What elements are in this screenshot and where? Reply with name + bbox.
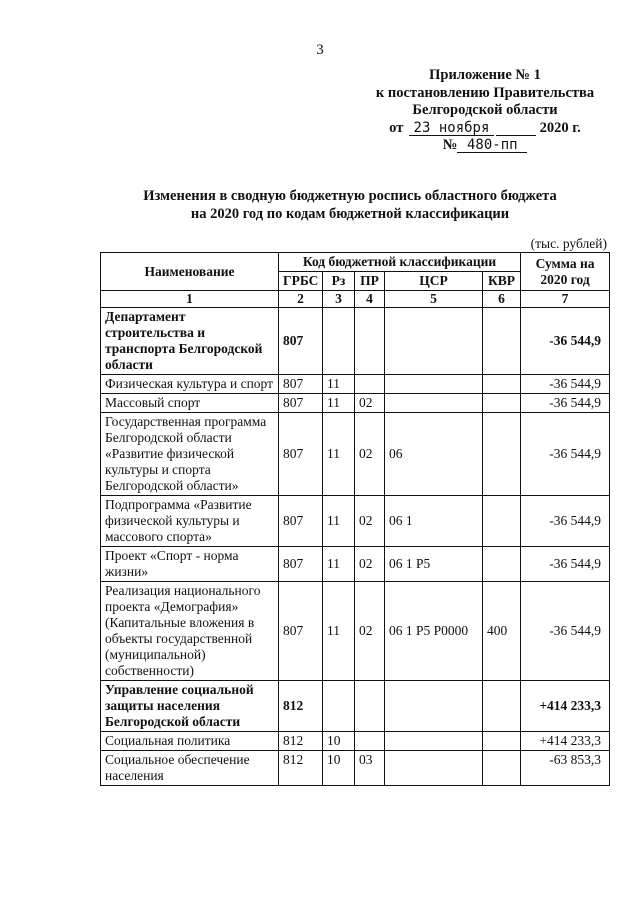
row-pr: 02 — [355, 547, 385, 582]
row-rz: 10 — [323, 732, 355, 751]
row-sum: -36 544,9 — [521, 496, 610, 547]
header-rz: Рз — [323, 272, 355, 291]
row-kvr — [483, 547, 521, 582]
row-pr — [355, 732, 385, 751]
row-name: Государственная программа Белгородской области «Развитие физической культуры и спорта Белгородской области» — [101, 413, 279, 496]
column-number: 5 — [385, 291, 483, 308]
number-prefix: № — [442, 137, 458, 153]
row-name: Подпрограмма «Развитие физической культуры и массового спорта» — [101, 496, 279, 547]
budget-table — [100, 252, 610, 786]
row-sum: -36 544,9 — [521, 413, 610, 496]
column-numbers-row — [101, 291, 610, 308]
row-pr: 02 — [355, 413, 385, 496]
row-rz: 10 — [323, 751, 355, 786]
column-number: 3 — [323, 291, 355, 308]
row-sum: -36 544,9 — [521, 375, 610, 394]
date-handwritten: 23 ноября — [409, 121, 494, 136]
row-csr — [385, 394, 483, 413]
row-kvr — [483, 413, 521, 496]
row-csr: 06 1 P5 — [385, 547, 483, 582]
units-label: (тыс. рублей) — [530, 236, 607, 251]
row-csr — [385, 681, 483, 732]
column-number: 2 — [279, 291, 323, 308]
row-rz — [323, 681, 355, 732]
row-grbs: 812 — [279, 732, 323, 751]
row-sum: -36 544,9 — [521, 547, 610, 582]
row-sum: -63 853,3 — [521, 751, 610, 786]
appendix-title: Приложение № 1 — [429, 67, 541, 83]
row-pr: 02 — [355, 582, 385, 681]
appendix-date-line — [360, 120, 610, 138]
row-sum: +414 233,3 — [521, 681, 610, 732]
column-number: 4 — [355, 291, 385, 308]
table-row — [101, 496, 610, 547]
appendix-region: Белгородской области — [412, 102, 558, 118]
row-grbs: 807 — [279, 413, 323, 496]
row-grbs: 807 — [279, 582, 323, 681]
header-pr: ПР — [355, 272, 385, 291]
column-number: 7 — [521, 291, 610, 308]
table-row — [101, 394, 610, 413]
table-row — [101, 375, 610, 394]
appendix-block — [360, 67, 610, 155]
document-title-line-1: Изменения в сводную бюджетную роспись областного бюджета — [143, 188, 557, 204]
row-kvr — [483, 394, 521, 413]
row-kvr — [483, 681, 521, 732]
table-row — [101, 681, 610, 732]
row-name: Управление социальной защиты населения Белгородской области — [101, 681, 279, 732]
row-pr: 02 — [355, 496, 385, 547]
table-row — [101, 582, 610, 681]
header-name: Наименование — [101, 253, 279, 291]
number-handwritten: 480-пп — [457, 138, 527, 153]
header-code-group: Код бюджетной классификации — [279, 253, 521, 272]
row-name: Социальная политика — [101, 732, 279, 751]
row-sum: -36 544,9 — [521, 394, 610, 413]
row-grbs: 807 — [279, 394, 323, 413]
row-name: Департамент строительства и транспорта Белгородской области — [101, 308, 279, 375]
row-name: Проект «Спорт - норма жизни» — [101, 547, 279, 582]
row-name: Социальное обеспечение населения — [101, 751, 279, 786]
row-kvr — [483, 751, 521, 786]
row-pr — [355, 375, 385, 394]
row-csr: 06 1 P5 P0000 — [385, 582, 483, 681]
appendix-resolution: к постановлению Правительства — [375, 84, 595, 101]
header-grbs: ГРБС — [279, 272, 323, 291]
row-kvr — [483, 375, 521, 394]
row-rz: 11 — [323, 375, 355, 394]
date-suffix: 2020 г. — [539, 119, 581, 136]
row-rz — [323, 308, 355, 375]
row-rz: 11 — [323, 394, 355, 413]
row-rz: 11 — [323, 582, 355, 681]
header-sum: Сумма на 2020 год — [521, 253, 610, 291]
row-name: Массовый спорт — [101, 394, 279, 413]
row-kvr — [483, 732, 521, 751]
row-rz: 11 — [323, 547, 355, 582]
row-grbs: 807 — [279, 496, 323, 547]
header-kvr: КВР — [483, 272, 521, 291]
row-pr — [355, 308, 385, 375]
row-pr — [355, 681, 385, 732]
row-csr — [385, 751, 483, 786]
appendix-number-line — [360, 137, 610, 155]
table-row — [101, 751, 610, 786]
table-row — [101, 413, 610, 496]
date-prefix: от — [389, 119, 404, 136]
row-sum: -36 544,9 — [521, 582, 610, 681]
column-number: 1 — [101, 291, 279, 308]
row-rz: 11 — [323, 413, 355, 496]
row-name: Физическая культура и спорт — [101, 375, 279, 394]
row-grbs: 807 — [279, 547, 323, 582]
row-kvr — [483, 308, 521, 375]
document-title — [100, 187, 600, 223]
row-sum: +414 233,3 — [521, 732, 610, 751]
row-csr — [385, 308, 483, 375]
row-pr: 02 — [355, 394, 385, 413]
table-row — [101, 732, 610, 751]
row-csr — [385, 375, 483, 394]
row-rz: 11 — [323, 496, 355, 547]
row-kvr — [483, 496, 521, 547]
row-grbs: 812 — [279, 751, 323, 786]
column-number: 6 — [483, 291, 521, 308]
row-grbs: 807 — [279, 308, 323, 375]
row-csr: 06 — [385, 413, 483, 496]
header-csr: ЦСР — [385, 272, 483, 291]
row-name: Реализация национального проекта «Демография» (Капитальные вложения в объекты государственной (муниципальной) собственности) — [101, 582, 279, 681]
row-pr: 03 — [355, 751, 385, 786]
table-row — [101, 547, 610, 582]
page-number: 3 — [316, 42, 324, 58]
row-sum: -36 544,9 — [521, 308, 610, 375]
row-csr: 06 1 — [385, 496, 483, 547]
document-title-line-2: на 2020 год по кодам бюджетной классификации — [190, 206, 510, 222]
row-grbs: 807 — [279, 375, 323, 394]
row-kvr: 400 — [483, 582, 521, 681]
row-grbs: 812 — [279, 681, 323, 732]
table-row — [101, 308, 610, 375]
row-csr — [385, 732, 483, 751]
date-underline — [496, 121, 536, 136]
